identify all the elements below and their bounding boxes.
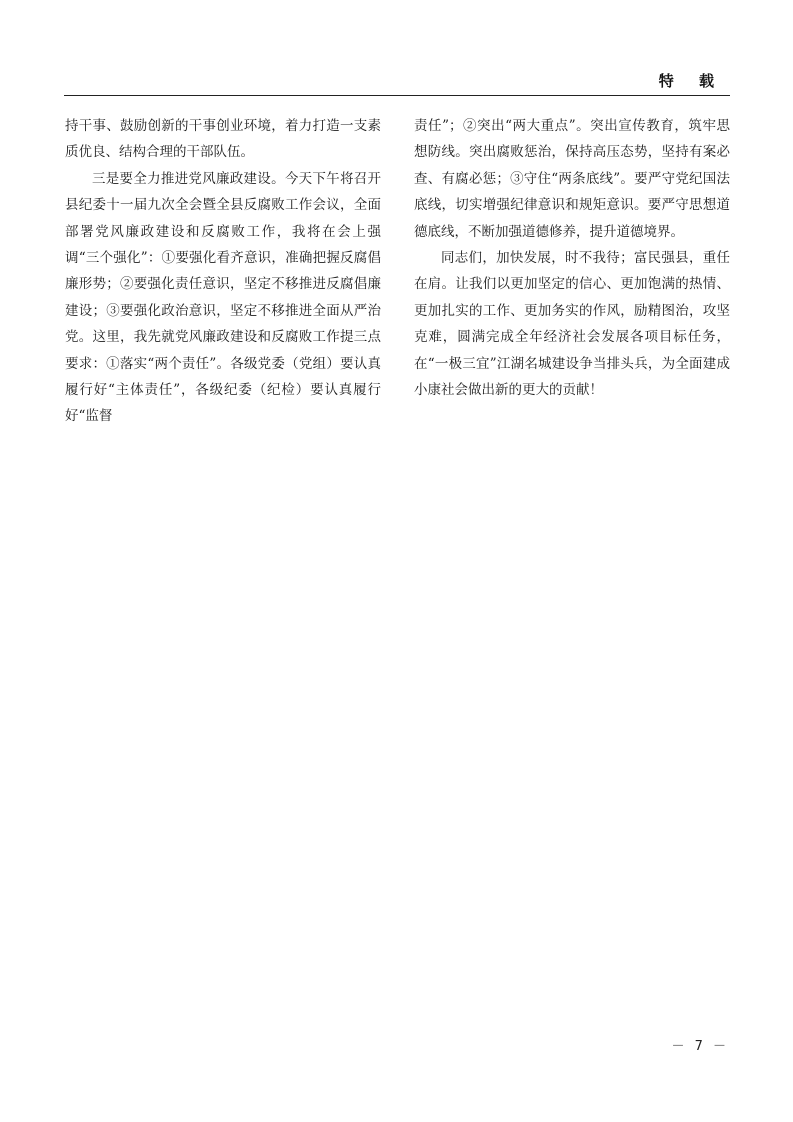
right-column <box>414 113 730 403</box>
page-number: － 7 － <box>671 1039 729 1054</box>
paragraph-continued-responsibility: 责任”；②突出“两大重点”。突出宣传教育，筑牢思想防线。突出腐败惩治，保持高压态势，坚持有案必查、有腐必惩；③守住“两条底线”。要严守党纪国法底线，切实增强纪律意识和规矩意识。要严守思想道德底线，不断加强道德修养，提升道德境界。 <box>414 118 730 240</box>
left-column <box>65 113 381 430</box>
section-title: 特 载 <box>658 72 724 90</box>
paragraph-continued: 持干事、鼓励创新的干事创业环境，着力打造一支素质优良、结构合理的干部队伍。 <box>65 118 381 161</box>
paragraph-closing: 同志们，加快发展，时不我待；富民强县，重任在肩。让我们以更加坚定的信心、更加饱满的热情、更加扎实的工作、更加务实的作风，励精图治，攻坚克难，圆满完成全年经济社会发展各项目标任务，在“一极三宜”江湖名城建设争当排头兵，为全面建成小康社会做出新的更大的贡献！ <box>414 250 730 399</box>
header-rule <box>64 95 730 96</box>
running-header <box>64 64 730 96</box>
paragraph-party-conduct: 三是要全力推进党风廉政建设。今天下午将召开县纪委十一届九次全会暨全县反腐败工作会议，全面部署党风廉政建设和反腐败工作，我将在会上强调“三个强化”：①要强化看齐意识，准确把握反腐倡廉形势；②要强化责任意识，坚定不移推进反腐倡廉建设；③要强化政治意识，坚定不移推进全面从严治党。这里，我先就党风廉政建设和反腐败工作提三点要求：①落实“两个责任”。各级党委（党组）要认真履行好“主体责任”，各级纪委（纪检）要认真履行好“监督 <box>65 170 381 425</box>
